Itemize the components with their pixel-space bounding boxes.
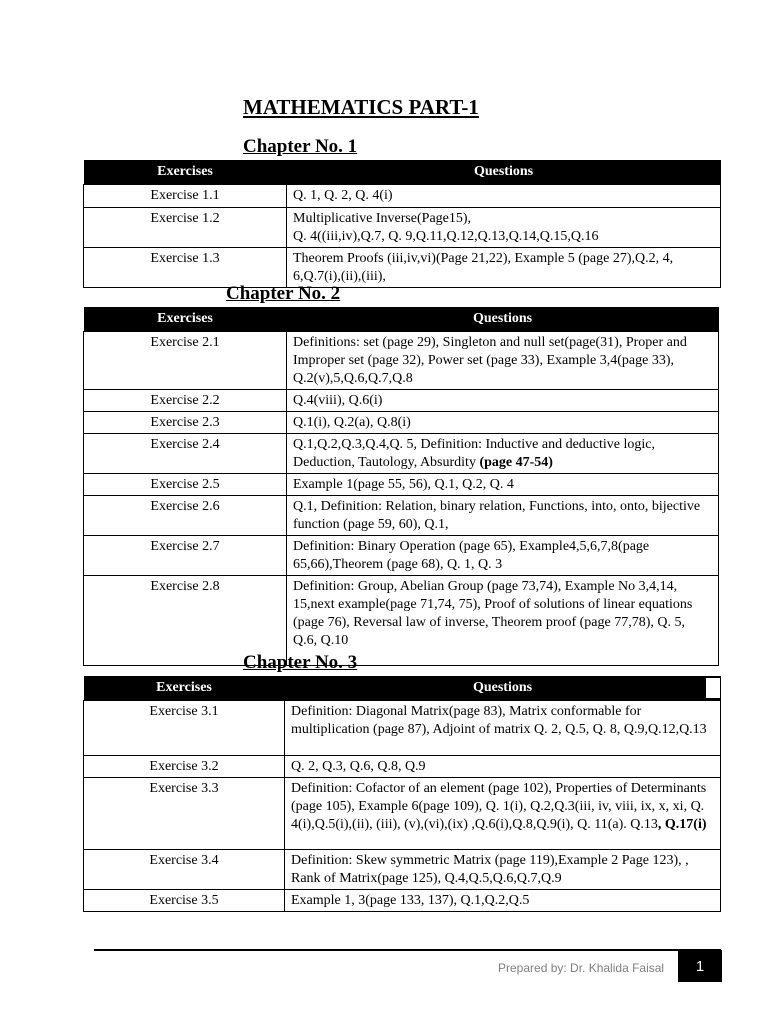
table-row [84, 474, 719, 496]
questions-cell: Definition: Group, Abelian Group (page 73,74), Example No 3,4,14, 15,next example(page 71,74, 75), Proof of solutions of linear equations (page 76), Reversal law of inverse, Theorem proof (page 77,78), Q. 5, Q.6, Q.10 [287, 576, 719, 666]
table-row [84, 890, 721, 912]
questions-cell: Theorem Proofs (iii,iv,vi)(Page 21,22), Example 5 (page 27),Q.2, 4, 6,Q.7(i),(ii),(iii), [287, 248, 721, 288]
questions-cell: Q.4(viii), Q.6(i) [287, 390, 719, 412]
questions-cell [285, 778, 721, 850]
questions-cell: Definition: Diagonal Matrix(page 83), Matrix conformable for multiplication (page 87), Adjoint of matrix Q. 2, Q.5, Q. 8, Q.9,Q.12,Q.13 [285, 701, 721, 756]
chapter-1-table [83, 160, 721, 288]
exercise-cell: Exercise 2.7 [84, 536, 287, 576]
exercise-cell: Exercise 2.4 [84, 434, 287, 474]
exercise-cell: Exercise 1.1 [84, 185, 287, 208]
table-row [84, 390, 719, 412]
table-header-row [84, 307, 719, 332]
chapter-3-heading: Chapter No. 3 [243, 652, 358, 673]
questions-cell: Definition: Binary Operation (page 65), Example4,5,6,7,8(page 65,66),Theorem (page 68), Q. 1, Q. 3 [287, 536, 719, 576]
table-row [84, 208, 721, 248]
chapter-1-heading: Chapter No. 1 [243, 136, 358, 157]
table-header-row [84, 676, 721, 701]
questions-cell: Q. 2, Q.3, Q.6, Q.8, Q.9 [285, 756, 721, 778]
exercise-cell: Exercise 2.5 [84, 474, 287, 496]
table-header-row [84, 160, 721, 185]
exercises-header: Exercises [84, 676, 285, 701]
table-row [84, 756, 721, 778]
table-row [84, 434, 719, 474]
exercise-cell: Exercise 3.4 [84, 850, 285, 890]
question-bold: , Q.17(i) [657, 817, 707, 832]
exercise-cell: Exercise 3.2 [84, 756, 285, 778]
exercise-cell: Exercise 2.8 [84, 576, 287, 666]
exercise-cell: Exercise 2.1 [84, 332, 287, 390]
exercise-cell: Exercise 2.6 [84, 496, 287, 536]
table-row [84, 576, 719, 666]
questions-cell: Q.1(i), Q.2(a), Q.8(i) [287, 412, 719, 434]
table-row [84, 701, 721, 756]
table-row [84, 332, 719, 390]
exercise-cell: Exercise 3.5 [84, 890, 285, 912]
table-row [84, 496, 719, 536]
questions-cell [287, 434, 719, 474]
questions-header: Questions [287, 160, 721, 185]
page-range-bold: (page 47-54) [479, 455, 553, 470]
header-corner-box [706, 678, 720, 698]
exercise-cell: Exercise 3.1 [84, 701, 285, 756]
table-row [84, 412, 719, 434]
chapter-2-heading: Chapter No. 2 [226, 283, 341, 304]
questions-text: Definition: Cofactor of an element (page 102), Properties of Determinants (page 105), Example 6(page 109), Q. 1(i), Q.2,Q.3(iii, iv, viii, ix, x, xi, Q. 4(i),Q.5(i),(ii), (iii), (v),(vi),(ix) ,Q.6(i),Q.8,Q.9(i), Q. 11(a). Q.13 [291, 781, 707, 832]
footer-rule [94, 949, 721, 951]
exercise-cell: Exercise 3.3 [84, 778, 285, 850]
table-row [84, 778, 721, 850]
page-number: 1 [678, 950, 722, 982]
document-title: MATHEMATICS PART-1 [243, 95, 479, 119]
exercise-cell: Exercise 1.3 [84, 248, 287, 288]
table-row [84, 248, 721, 288]
questions-header: Questions [287, 307, 719, 332]
questions-text: Q.1,Q.2,Q.3,Q.4,Q. 5, Definition: Inductive and deductive logic, Deduction, Tautology, Absurdity [293, 437, 655, 470]
questions-cell: Q.1, Definition: Relation, binary relation, Functions, into, onto, bijective function (page 59, 60), Q.1, [287, 496, 719, 536]
questions-cell: Example 1(page 55, 56), Q.1, Q.2, Q. 4 [287, 474, 719, 496]
questions-cell: Definition: Skew symmetric Matrix (page 119),Example 2 Page 123), , Rank of Matrix(page 125), Q.4,Q.5,Q.6,Q.7,Q.9 [285, 850, 721, 890]
exercise-cell: Exercise 2.3 [84, 412, 287, 434]
table-row [84, 185, 721, 208]
exercise-cell: Exercise 1.2 [84, 208, 287, 248]
questions-cell: Q. 1, Q. 2, Q. 4(i) [287, 185, 721, 208]
questions-cell: Example 1, 3(page 133, 137), Q.1,Q.2,Q.5 [285, 890, 721, 912]
prepared-by-text: Prepared by: Dr. Khalida Faisal [498, 961, 665, 975]
table-row [84, 850, 721, 890]
chapter-3-table [83, 676, 721, 912]
exercise-cell: Exercise 2.2 [84, 390, 287, 412]
exercises-header: Exercises [84, 160, 287, 185]
questions-cell: Definitions: set (page 29), Singleton and null set(page(31), Proper and Improper set (page 32), Power set (page 33), Example 3,4(page 33), Q.2(v),5,Q.6,Q.7,Q.8 [287, 332, 719, 390]
exercises-header: Exercises [84, 307, 287, 332]
chapter-2-table [83, 307, 719, 666]
questions-cell: Multiplicative Inverse(Page15), Q. 4((iii,iv),Q.7, Q. 9,Q.11,Q.12,Q.13,Q.14,Q.15,Q.16 [287, 208, 721, 248]
questions-header: Questions [285, 676, 721, 701]
table-row [84, 536, 719, 576]
